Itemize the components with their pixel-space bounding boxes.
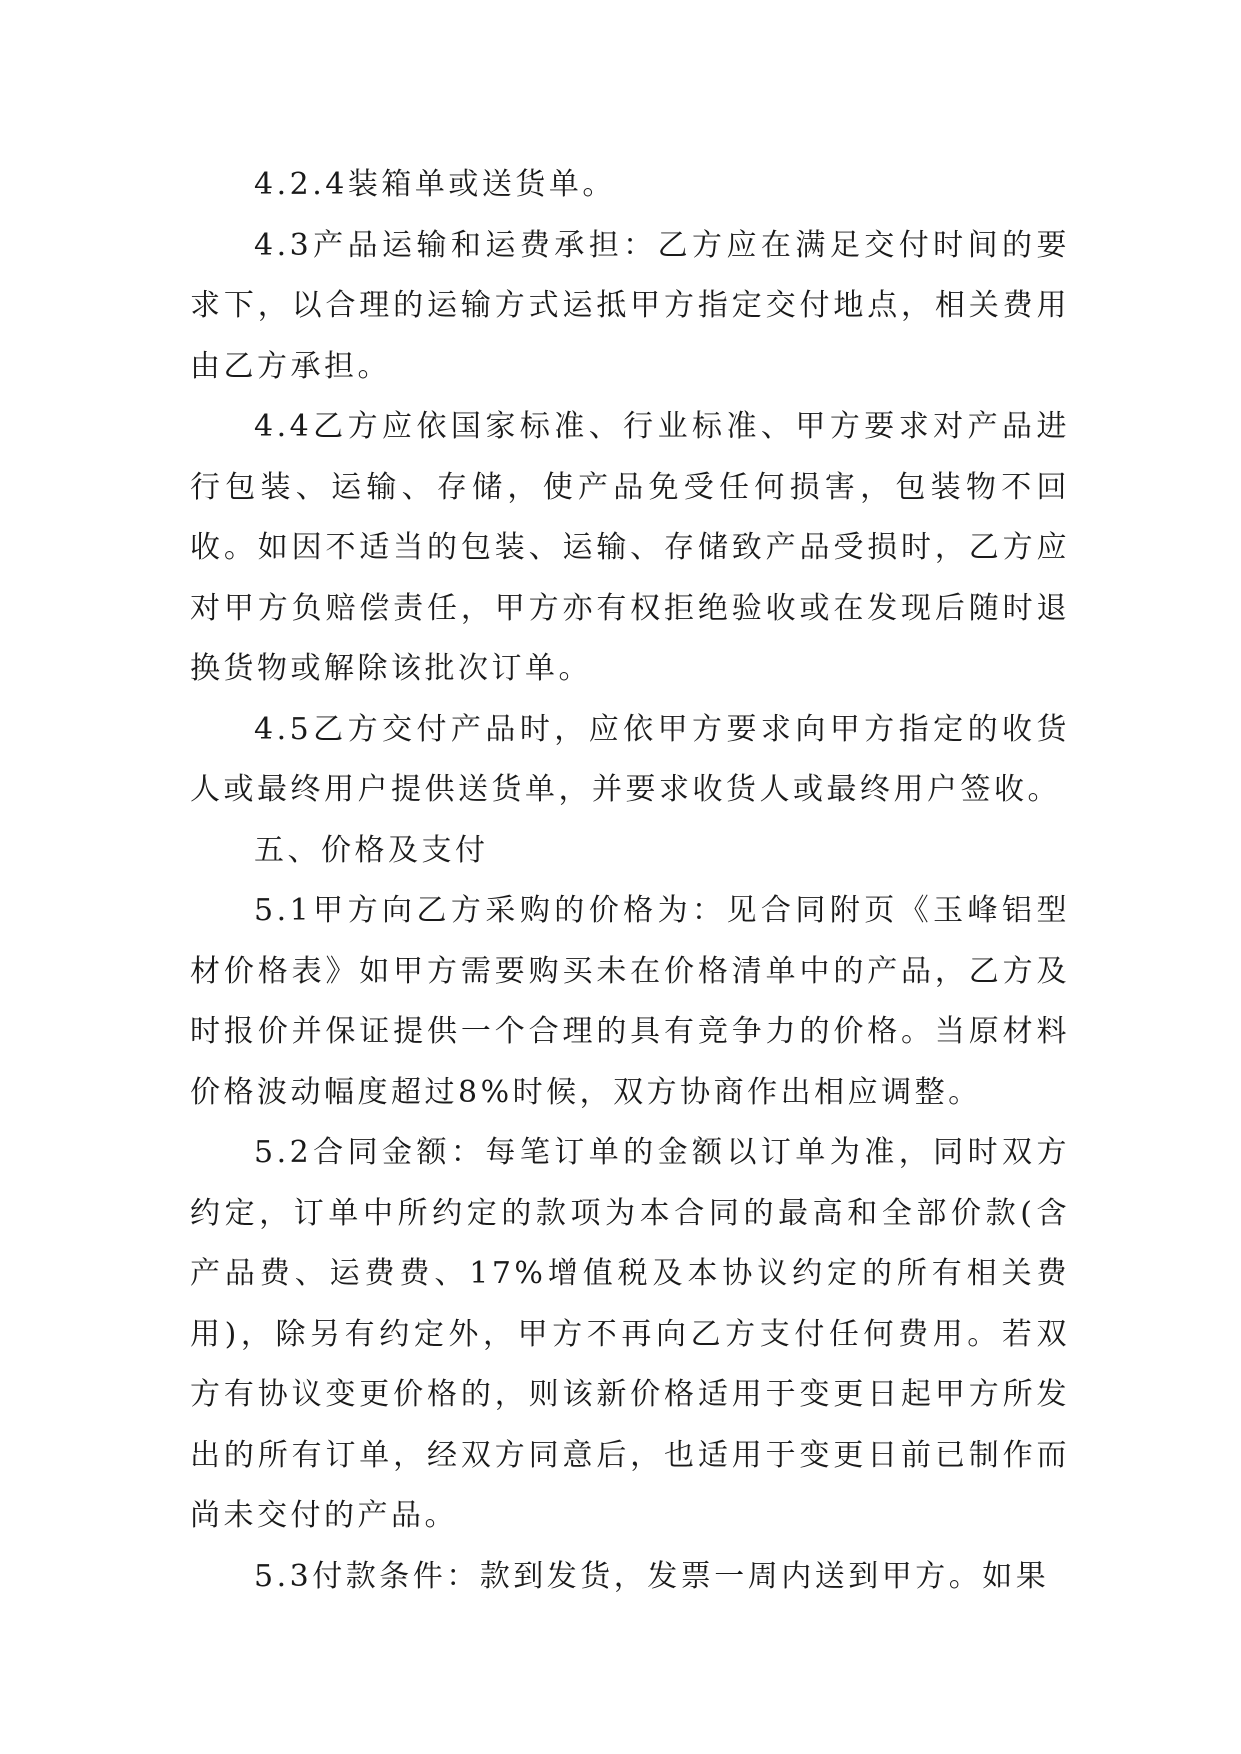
paragraph-5-2: 5.2合同金额：每笔订单的金额以订单为准，同时双方约定，订单中所约定的款项为本合同的最高和全部价款(含产品费、运费费、17%增值税及本协议约定的所有相关费用)，除另有约定外，甲方不再向乙方支付任何费用。若双方有协议变更价格的，则该新价格适用于变更日起甲方所发出的所有订单，经双方同意后，也适用于变更日前已制作而尚未交付的产品。	[190, 1135, 1070, 1533]
document-body	[190, 155, 1070, 1607]
paragraph-4-3: 4.3产品运输和运费承担：乙方应在满足交付时间的要求下，以合理的运输方式运抵甲方指定交付地点，相关费用由乙方承担。	[190, 227, 1070, 384]
paragraph-5-1: 5.1甲方向乙方采购的价格为：见合同附页《玉峰铝型材价格表》如甲方需要购买未在价格清单中的产品，乙方及时报价并保证提供一个合理的具有竞争力的价格。当原材料价格波动幅度超过8%时候，双方协商作出相应调整。	[190, 893, 1070, 1110]
paragraph-4-5: 4.5乙方交付产品时，应依甲方要求向甲方指定的收货人或最终用户提供送货单，并要求收货人或最终用户签收。	[190, 711, 1070, 807]
section-heading-price-payment: 五、价格及支付	[254, 832, 489, 868]
paragraph-4-2-4: 4.2.4装箱单或送货单。	[254, 167, 616, 202]
paragraph-4-4: 4.4乙方应依国家标准、行业标准、甲方要求对产品进行包装、运输、存储，使产品免受任何损害，包装物不回收。如因不适当的包装、运输、存储致产品受损时，乙方应对甲方负赔偿责任，甲方亦有权拒绝验收或在发现后随时退换货物或解除该批次订单。	[190, 409, 1070, 686]
paragraph-5-3: 5.3付款条件：款到发货，发票一周内送到甲方。如果	[254, 1558, 1050, 1594]
